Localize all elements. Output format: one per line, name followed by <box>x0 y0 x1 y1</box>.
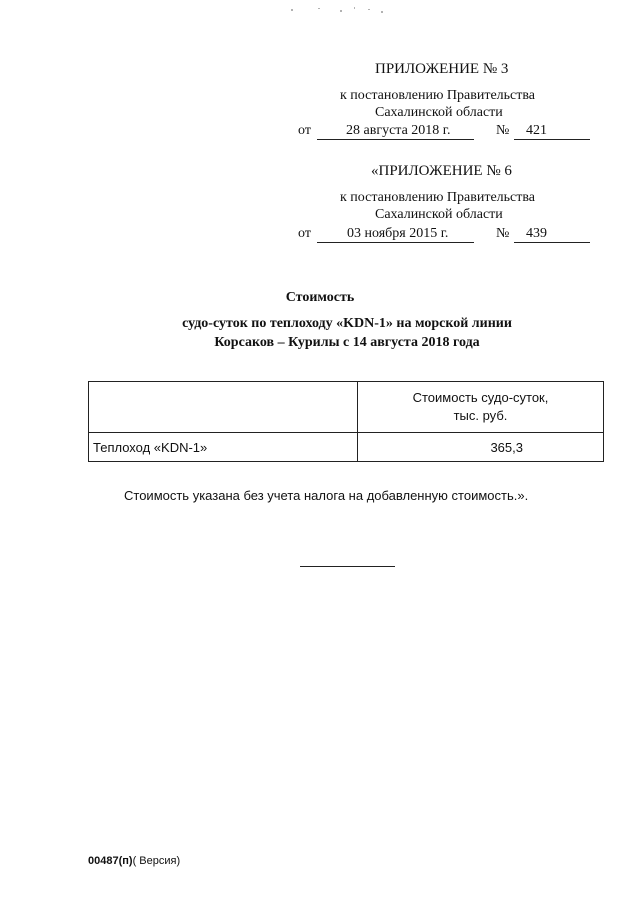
table-cell-vessel-price: 365,3 <box>357 433 603 462</box>
footer-code-version: ( Версия) <box>132 855 181 867</box>
scan-speck <box>291 9 293 11</box>
footer-document-code <box>88 855 180 867</box>
price-table <box>88 381 604 462</box>
appendix-2-number-underline <box>514 242 590 243</box>
scan-speck <box>368 9 370 10</box>
appendix-2-to-line-1: к постановлению Правительства <box>340 190 536 205</box>
appendix-1-title: ПРИЛОЖЕНИЕ № 3 <box>375 61 509 77</box>
scan-speck <box>318 8 320 9</box>
appendix-2-date-underline <box>317 242 474 243</box>
appendix-2-number: 439 <box>526 226 547 241</box>
scan-speck <box>340 10 342 12</box>
scan-speck <box>381 11 383 13</box>
appendix-1-date-underline <box>317 139 474 140</box>
table-row <box>89 433 604 462</box>
appendix-1-date: 28 августа 2018 г. <box>346 123 451 138</box>
appendix-2-to-line-2: Сахалинской области <box>375 207 503 222</box>
appendix-2-number-label: № <box>496 226 510 241</box>
scan-speck <box>354 7 355 9</box>
appendix-1-number-underline <box>514 139 590 140</box>
appendix-2-from-label: от <box>298 226 311 241</box>
appendix-2-title: «ПРИЛОЖЕНИЕ № 6 <box>371 163 512 179</box>
table-cell-vessel-name: Теплоход «KDN-1» <box>89 433 358 462</box>
table-header-price-line-2: тыс. руб. <box>453 408 508 423</box>
appendix-2-date: 03 ноября 2015 г. <box>347 226 449 241</box>
appendix-1-number: 421 <box>526 123 547 138</box>
appendix-1-to-line-2: Сахалинской области <box>375 105 503 120</box>
appendix-1-number-label: № <box>496 123 510 138</box>
document-heading-line-1: Стоимость <box>285 290 355 305</box>
table-header-price-line-1: Стоимость судо-суток, <box>412 390 549 405</box>
document-heading-line-2: судо-суток по теплоходу «KDN-1» на морской линии <box>182 316 512 331</box>
table-header-cell-price <box>357 382 603 433</box>
appendix-1-from-label: от <box>298 123 311 138</box>
table-header-row <box>89 382 604 433</box>
document-heading-line-3: Корсаков – Курилы с 14 августа 2018 года <box>214 335 480 350</box>
table-header-cell-empty <box>89 382 358 433</box>
appendix-1-to-line-1: к постановлению Правительства <box>340 88 536 103</box>
footer-code-number: 00487(п) <box>88 855 133 867</box>
closing-separator-line <box>300 566 395 567</box>
tax-note: Стоимость указана без учета налога на добавленную стоимость.». <box>124 488 529 503</box>
